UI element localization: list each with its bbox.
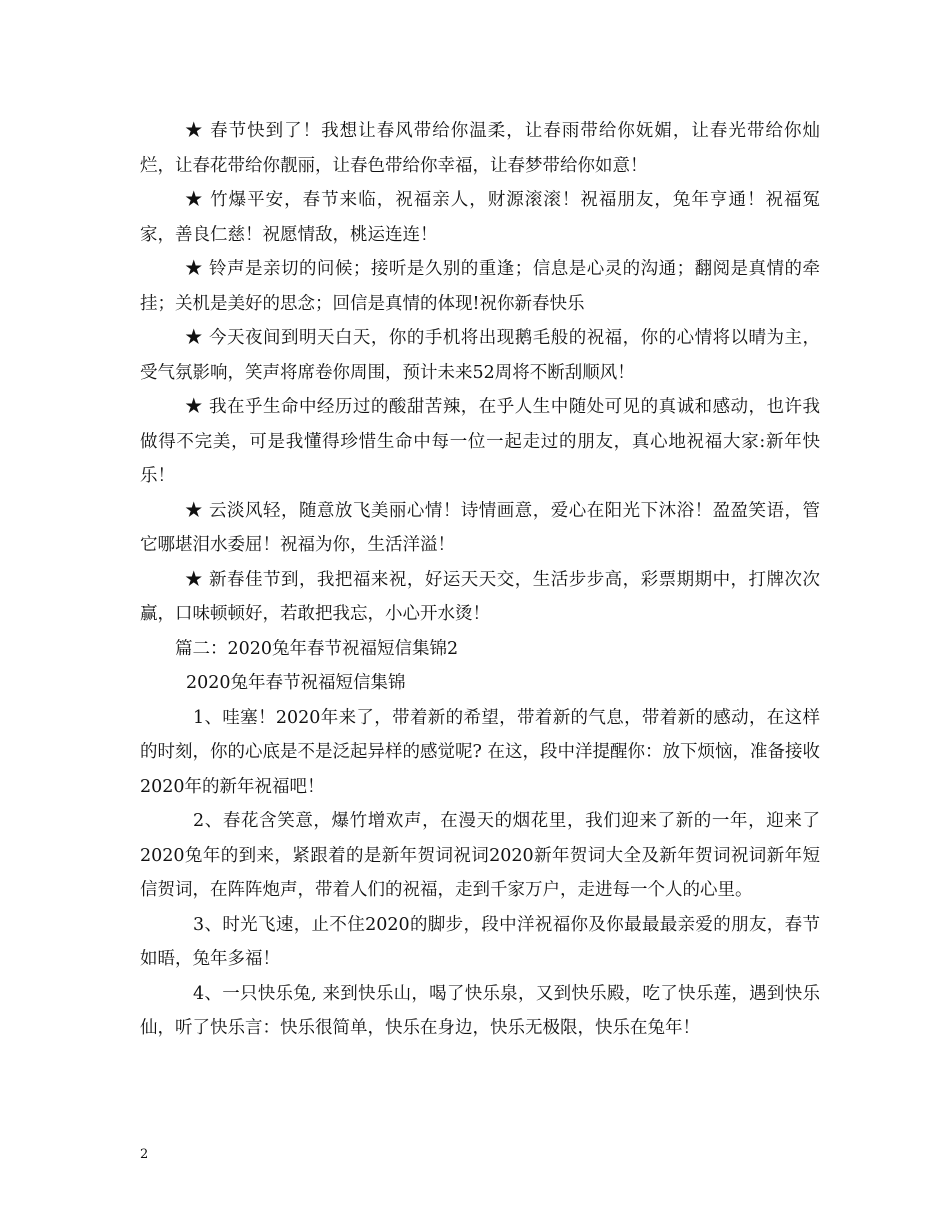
- greeting-bullet: ★ 竹爆平安，春节来临，祝福亲人，财源滚滚！祝福朋友，兔年亨通！祝福冤家，善良仁慈！祝愿情敌，桃运连连！: [140, 190, 820, 245]
- greeting-bullet: ★ 今天夜间到明天白天，你的手机将出现鹅毛般的祝福，你的心情将以晴为主，受气氛影响，笑声将席卷你周围，预计未来52周将不断刮顺风！: [140, 328, 820, 383]
- greeting-bullet: ★ 我在乎生命中经历过的酸甜苦辣，在乎人生中随处可见的真诚和感动，也许我做得不完美，可是我懂得珍惜生命中每一位一起走过的朋友，真心地祝福大家:新年快乐！: [140, 397, 820, 486]
- greeting-bullet: ★ 铃声是亲切的问候；接听是久别的重逢；信息是心灵的沟通；翻阅是真情的牵挂；关机是美好的思念；回信是真情的体现!祝你新春快乐: [140, 259, 820, 314]
- numbered-greeting: 2、春花含笑意，爆竹增欢声，在漫天的烟花里，我们迎来了新的一年，迎来了2020兔年的到来，紧跟着的是新年贺词祝词2020新年贺词大全及新年贺词祝词新年短信贺词，在阵阵炮声，带着人们的祝福，走到千家万户，走进每一个人的心里。: [140, 811, 820, 900]
- sub-heading: 2020兔年春节祝福短信集锦: [186, 673, 406, 693]
- page-body: [140, 114, 820, 1046]
- numbered-greeting: 1、哇塞！2020年来了，带着新的希望，带着新的气息，带着新的感动，在这样的时刻，你的心底是不是泛起异样的感觉呢? 在这，段中洋提醒你：放下烦恼，准备接收2020年的新年祝福吧！: [140, 707, 820, 797]
- greeting-bullet: ★ 云淡风轻，随意放飞美丽心情！诗情画意，爱心在阳光下沐浴！盈盈笑语，管它哪堪泪水委屈！祝福为你，生活洋溢！: [140, 500, 820, 555]
- greeting-bullet: ★ 春节快到了！我想让春风带给你温柔，让春雨带给你妩媚，让春光带给你灿烂，让春花带给你靓丽，让春色带给你幸福，让春梦带给你如意！: [140, 121, 820, 176]
- section-heading: 篇二：2020兔年春节祝福短信集锦2: [175, 638, 459, 659]
- page-number: 2: [140, 1147, 149, 1162]
- greeting-bullet: ★ 新春佳节到，我把福来祝，好运天天交，生活步步高，彩票期期中，打牌次次赢，口味顿顿好，若敢把我忘，小心开水烫！: [140, 569, 820, 624]
- numbered-greeting: 3、时光飞速，止不住2020的脚步，段中洋祝福你及你最最最亲爱的朋友，春节如晤，兔年多福！: [140, 914, 820, 969]
- numbered-greeting: 4、一只快乐兔, 来到快乐山，喝了快乐泉，又到快乐殿，吃了快乐莲，遇到快乐仙，听了快乐言：快乐很简单，快乐在身边，快乐无极限，快乐在兔年！: [140, 983, 820, 1038]
